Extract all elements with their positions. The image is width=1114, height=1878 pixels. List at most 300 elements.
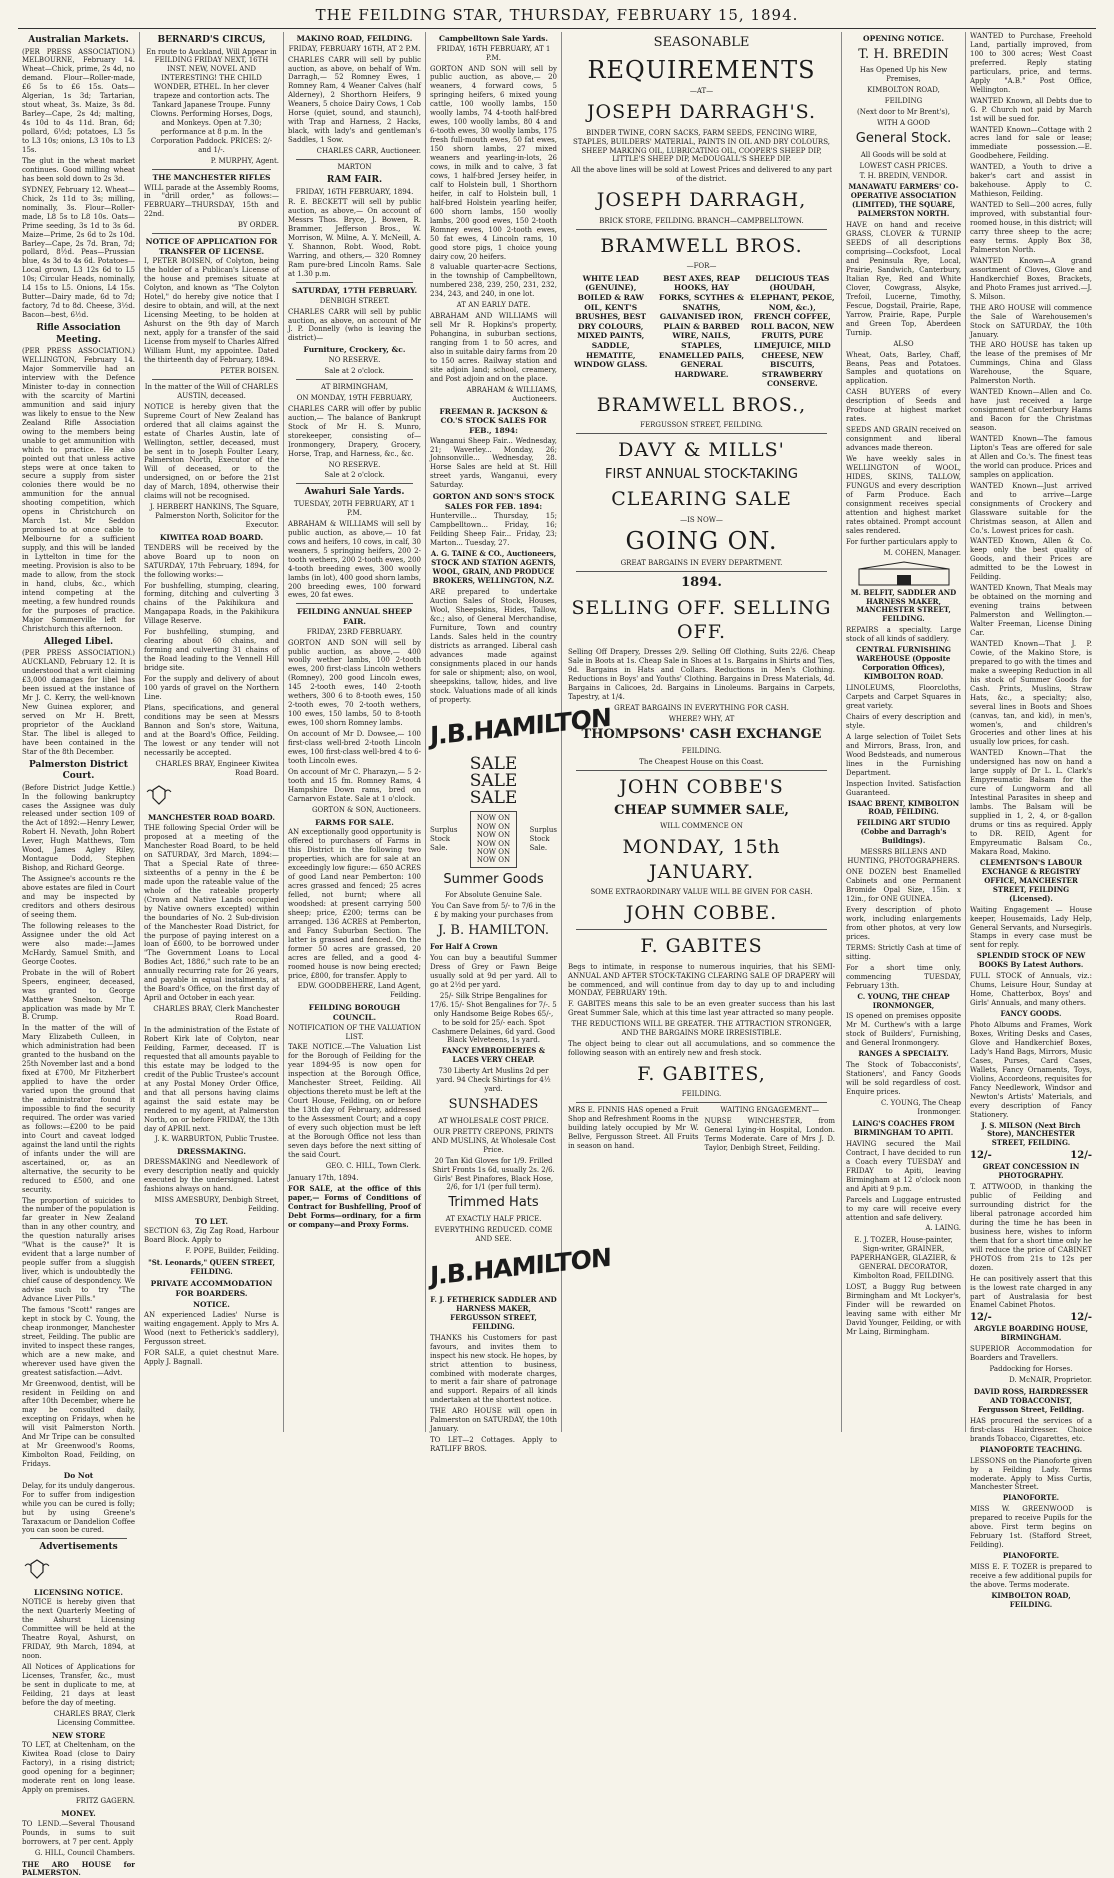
ad-heading: MANAWATU FARMERS' CO-OPERATIVE ASSOCIATION (LIMITED), THE SQUARE, PALMERSTON NORTH. xyxy=(846,183,961,219)
headline-money: MONEY. xyxy=(22,1809,135,1819)
ad-text: MISS E. F. TOZER is prepared to receive a few additional pupils for the above. Terms moderate. xyxy=(970,1563,1092,1590)
wanted-ad: THE ARO HOUSE has taken up the lease of the premises of Mr Cummings, China and Glass Warehouse, the Square, Palmerston North. xyxy=(970,341,1092,386)
column-3 xyxy=(284,32,426,1432)
headline-rifles: THE MANCHESTER RIFLES xyxy=(144,173,279,183)
ad-text: THANKS his Customers for past favours, and invites them to inspect his new stock. He hopes, by strict attention to business, combined with moderate charges, to merit a fair share of patronage and support. Repairs of all kinds undertaken at the shortest notice. xyxy=(430,1334,557,1406)
ad-text: Photo Albums and Frames, Work Boxes, Writing Desks and Cases, Glove and Handkerchief Boxes, Lady's Hand Bags, Mirrors, Music Cases, Purses, Card Cases, Wallets, Fancy Ornaments, Toys, Violins, Accordeons, requisites for Fancy Needlework, Windsor and Newton's Artists' Materials, and every description of Fancy Stationery. xyxy=(970,1021,1092,1119)
ad-text: 20 Tan Kid Gloves for 1/9. Frilled Shirt Fronts 1s 6d, usually 2s. 2/6. Girls' Best Pinafores, Black Hose, 2/6, for 1/1 (per full term). xyxy=(430,1157,557,1193)
going-on-heading: GOING ON. xyxy=(568,526,835,557)
sunshades-heading: SUNSHADES xyxy=(430,1097,557,1114)
ad-text: AT WHOLESALE COST PRICE. xyxy=(430,1117,557,1126)
column-8 xyxy=(966,32,1096,1432)
ad-text: THE following Special Order will be proposed at a meeting of the Manchester Road Board, to be held on SATURDAY, 3rd March, 1894:— That a Special Rate of three-sixteenths of a penny in the £ be made upon the rateable value of the whole of the rateable property (Crown and Native Lands occupied by Native owners excepted) within the boundaries of No. 2 Sub-division of the Manchester Road District, for the purpose of paying interest on a loan of £600, to be borrowed under "The Government Loans to Local Bodies Act, 1886," such rate to be an annually recurring rate for 26 years, and payable in equal instalments, at the Board's Office, on the first day of April and October in each year. xyxy=(144,824,279,1003)
column-5-6 xyxy=(562,32,842,1432)
divider xyxy=(296,379,413,380)
ad-text: For Absolute Genuine Sale. xyxy=(430,891,557,900)
headline-notice: NOTICE. xyxy=(144,1300,279,1310)
ad-signature: J. K. WARBURTON, Public Trustee. xyxy=(144,1135,279,1144)
ad-text: Parcels and Luggage entrusted to my care will receive every attention and safe delivery. xyxy=(846,1196,961,1223)
headline-manchester-board: MANCHESTER ROAD BOARD. xyxy=(144,813,279,823)
ad-text: For Half A Crown xyxy=(430,943,557,952)
clearing-sale-heading: CLEARING SALE xyxy=(568,487,835,511)
ad-text: Inspection Invited. Satisfaction Guaranteed. xyxy=(846,780,961,798)
ad-text: LESSONS on the Pianoforte given by a Feilding Lady. Terms moderate. Apply to Miss Curtis, Manchester Street. xyxy=(970,1457,1092,1493)
ad-signature: CHARLES BRAY, Clerk Manchester Road Board. xyxy=(144,1005,279,1023)
ad-text: NOTICE is hereby given that the next Quarterly Meeting of the Ashurst Licensing Committee will be held at the Theatre Royal, Ashurst, on FRIDAY, 9th March, 1894, at noon. xyxy=(22,1598,135,1661)
ad-text: CASH BUYERS of every description of Seeds and Produce at highest market rates. xyxy=(846,388,961,424)
ad-text: NURSE WINCHESTER, from General Lying-in Hospital, London. Terms Moderate. Care of Mrs J. D. Taylor, Denbigh Street, Feilding. xyxy=(705,1117,836,1153)
ad-text: HAS procured the services of a first-class Hairdresser. Choice brands Tobacco, Cigarettes, etc. xyxy=(970,1417,1092,1444)
headline-farms: FARMS FOR SALE. xyxy=(288,818,421,828)
wanted-ad: WANTED Known—A grand assortment of Cloves, Glove and Handkerchief Boxes, Brackets, and Photo Frames just arrived.—J. S. Milson. xyxy=(970,257,1092,302)
ad-heading: J. B. HAMILTON. xyxy=(430,923,557,940)
ad-signature: D. McNAIR, Proprietor. xyxy=(970,1376,1092,1385)
article-text: (PER PRESS ASSOCIATION.) AUCKLAND, February 12. It is understood that a writ claiming £3,000 damages for libel has been issued at the instance of Mr J. C. Kerry, the well-known New Guinea explorer, and served on Mr H. Brett, proprietor of the Auckland Star. The libel is alleged to have been contained in the Star of the 8th December. xyxy=(22,649,135,756)
ad-heading: FANCY GOODS. xyxy=(970,1010,1092,1019)
ad-text: 730 Liberty Art Muslins 2d per yard. 94 Check Shirtings for 4½ yard. xyxy=(430,1067,557,1094)
wanted-ad: WANTED Known—That the undersigned has now on hand a large supply of Dr L. L. Clark's Empyreumatic Balsam for the cure of Lungworm and all Intestinal Parasites in sheep and lambs. The Balsam will be supplied in 1, 2, 4, or 8-gallon drums or tins as required. Apply to DR. REID, Agent for Empyreumatic Balsam Co., Makara Road, Makino. xyxy=(970,749,1092,856)
ad-signature: G. HILL, Council Chambers. xyxy=(22,1849,135,1858)
sale-word: SALE xyxy=(430,756,557,773)
ad-heading: CENTRAL FURNISHING WAREHOUSE (Opposite Corporation Offices), KIMBOLTON ROAD. xyxy=(846,646,961,682)
ad-heading: E. J. TOZER, House-painter, Sign-writer, GRAINER, PAPERHANGER, GLAZIER, & GENERAL DECORATOR, Kimbolton Road, FEILDING. xyxy=(846,1236,961,1281)
divider xyxy=(296,603,413,604)
ad-text: FOR SALE, at the office of this paper,— Forms of Conditions of Contract for Bushfelling, Proof of Debt Forms—ordinary, for a firm or company—and Proxy Forms. xyxy=(288,1185,421,1230)
ad-text: TERMS: Strictly Cash at time of sitting. xyxy=(846,944,961,962)
ad-date: FRIDAY, 23RD FEBRUARY. xyxy=(288,628,421,637)
headline-transfer: NOTICE OF APPLICATION FOR TRANSFER OF LICENSE. xyxy=(144,237,279,256)
article-text: The glut in the wheat market continues. Good milling wheat has been sold down to 2s 3d. xyxy=(22,157,135,184)
ad-text: GREAT BARGAINS IN EVERY DEPARTMENT. xyxy=(568,559,835,568)
ad-text: Plans, specifications, and general conditions may be seen at Messrs Bannon and Son's store, Waituna, and at the Board's Office, Feilding. The lowest or any tender will not necessarily be accepted. xyxy=(144,704,279,758)
ad-text: BRICK STORE, FEILDING. BRANCH—CAMPBELLTOWN. xyxy=(568,217,835,226)
ad-text: In the administration of the Estate of Robert Kirk late of Colyton, near Feilding, Farmer, deceased. IT is requested that all amounts payable to this estate may be lodged to the credit of the Public Trustee's account at any Postal Money Order Office, and that all persons having claims against the said estate may be rendered to my agent, at Palmerston North, on or before FRIDAY, the 13th day of APRIL next. xyxy=(144,1026,279,1133)
ad-text: TO LET—2 Cottages. Apply to RATLIFF BROS. xyxy=(430,1436,557,1454)
article-text: (Before District Judge Kettle.) In the following bankruptcy cases the Assignee was duly released under section 109 of the Act of 1892:—Henry Lewer, Robert H. Nevath, John Robert Lever, Hugh Matthews, Tom Wood, James Agley Riley, Montague Dodd, Stephen Bishop, and Richard George. xyxy=(22,784,135,874)
ad-text: For a short time only, commencing TUESDAY, February 13th. xyxy=(846,964,961,991)
ad-signature: MISS AMESBURY, Denbigh Street, Feilding. xyxy=(144,1196,279,1214)
headline-libel: Alleged Libel. xyxy=(22,637,135,649)
ad-text: Begs to intimate, in response to numerous inquiries, that his SEMI-ANNUAL AND AFTER STOCK-TAKING CLEARING SALE OF DRAPERY will be commenced, and will continue from day to day up to and including MONDAY, FEBRUARY 19th. xyxy=(568,963,835,999)
ad-text: NO RESERVE. xyxy=(288,356,421,365)
ad-text: REPAIRS a specialty. Large stock of all kinds of saddlery. xyxy=(846,626,961,644)
coat-of-arms-icon xyxy=(144,784,174,806)
sale-word: SALE xyxy=(430,790,557,807)
hamilton-logo: J.B.HAMILTON xyxy=(430,708,557,753)
ad-text: We have weekly sales in WELLINGTON of WOOL, HIDES, SKINS, TALLOW, FUNGUS and every description of Farm Produce. Each consignment receives special attention and highest market rates obtained. Prompt account sales rendered. xyxy=(846,455,961,536)
ad-text: A large selection of Toilet Sets and Mirrors, Brass, Iron, and Wood Bedsteads, and numerous lines in the Furnishing Department. xyxy=(846,733,961,778)
ad-text: You Can Save from 5/- to 7/6 in the £ by making your purchases from xyxy=(430,902,557,920)
ad-text: THE ARO HOUSE for PALMERSTON. xyxy=(22,1861,135,1878)
ad-signature: CHARLES BRAY, Engineer Kiwitea Road Board. xyxy=(144,760,279,778)
ad-heading: FANCY EMBROIDERIES & LACES VERY CHEAP. xyxy=(430,1047,557,1065)
ad-signature: PETER BOISEN. xyxy=(144,367,279,376)
ad-text: CHARLES CARR will offer by public auction,— The balance of Bankrupt Stock of Mr H. S. Munro, storekeeper, consisting of— Ironmongery, Drapery, Grocery, Horse, Trap, and Harness, &c., &c. xyxy=(288,405,421,459)
wanted-ad: WANTED to Sell—200 acres, fully improved, with substantial four-roomed house, in this district; will carry three sheep to the acre; easy terms. Apply Box 38, Palmerston North. xyxy=(970,201,1092,255)
wanted-ad: WANTED Known—That J. P. Cowie, of the Makino Store, is prepared to go with the times and make a sweeping Reduction in all his stock of Summer Goods for Cash. Prints, Muslins, Straw Hats, &c., a specialty; also, several lines in Boots and Shoes (canvas, tan, and kid), in men's, women's, and children's Groceries and other lines at his usually low prices, for cash. xyxy=(970,640,1092,747)
wanted-ad: WANTED Known, That Meals may be obtained on the morning and evening trains between Palmerston and Wellington.—Walter Freeman, License Dining Car. xyxy=(970,584,1092,638)
masthead-rule xyxy=(18,28,1096,29)
ad-text: SOME EXTRAORDINARY VALUE WILL BE GIVEN FOR CASH. xyxy=(568,888,835,897)
bottom-ads xyxy=(568,1106,835,1155)
bramwell-mid: BEST AXES, REAP HOOKS, HAY FORKS, SCYTHES & SNATHS, GALVANISED IRON, PLAIN & BARBED WIRE, NAILS, STAPLES, ENAMELLED PAILS, GENERAL HARDWARE. xyxy=(659,274,744,389)
year-heading: 1894. xyxy=(568,575,835,592)
ad-heading: Furniture, Crockery, &c. xyxy=(288,345,421,355)
ad-text: (Next door to Mr Brent's), xyxy=(846,108,961,117)
wanted-ad: WANTED Known, all Debts due to G. P. Church not paid by March 1st will be sued for. xyxy=(970,97,1092,124)
article-text: The Assignee's accounts re the above estates are filed in Court and may be inspected by creditors and others desirous of seeing them. xyxy=(22,875,135,920)
ad-text: TO LET, at Cheltenham, on the Kiwitea Road (close to Dairy Factory), in a rising district; good opening for a beginner; moderate rent on long lease. Apply on premises. xyxy=(22,1741,135,1795)
ad-heading: A. G. TAINE & CO., Auctioneers, STOCK AND STATION AGENTS, WOOL, GRAIN, AND PRODUCE BROKERS, WELLINGTON, N.Z. xyxy=(430,550,557,586)
ad-text: I, PETER BOISEN, of Colyton, being the holder of a Publican's License of the house and premises situate at Colyton, and known as "The Colyton Hotel," do hereby give notice that I desire to obtain, and will, at the next Licensing Meeting, to be holden at Ashurst on the 9th day of March next, apply for a transfer of the said License from myself to Charles Alfred William Hunt, my appointee. Dated the thirteenth day of February, 1894. xyxy=(144,257,279,364)
ad-text: He can positively assert that this is the lowest rate charged in any part of Australasia for best Enamel Cabinet Photos. xyxy=(970,1275,1092,1311)
now-on-box xyxy=(430,811,557,867)
ad-heading: J. S. MILSON (Next Birch Store), MANCHESTER STREET, FEILDING. xyxy=(970,1122,1092,1149)
bramwell-heading: BRAMWELL BROS. xyxy=(568,234,835,258)
headline-dressmaking: DRESSMAKING. xyxy=(144,1147,279,1157)
requirements-heading: REQUIREMENTS xyxy=(568,55,835,86)
ad-heading: RANGES A SPECIALTY. xyxy=(846,1050,961,1059)
ad-text: HAVING secured the Mail Contract, I have decided to run a Coach every TUESDAY and FRIDAY to Apiti, leaving Birmingham at 12 o'clock noon and Apiti at 9 p.m. xyxy=(846,1140,961,1194)
ad-signature: P. MURPHY, Agent. xyxy=(144,157,279,166)
ad-text: LOWEST CASH PRICES. xyxy=(846,162,961,171)
headline-ram-fair: RAM FAIR. xyxy=(288,175,421,187)
ad-text: FEILDING. xyxy=(568,747,835,756)
ad-date: SATURDAY, 17TH FEBRUARY. xyxy=(288,286,421,296)
ad-text: MISS W. GREENWOOD is prepared to receive Pupils for the above. First term begins on February 1st. (Stafford Street, Feilding). xyxy=(970,1505,1092,1550)
ad-text: R. E. BECKETT will sell by public auction, as above,— On account of Messrs Thos. Bryce, J. Bowen, R. Brammer, Jefferson Bros., W. Morrison, W. Milne, A. Y. McNeill, A. Y. Shannon, Robt. Wood, Robt. Warring, and others,— 320 Romney Ram pure-bred Lincoln Rams. Sale at 1.30 p.m. xyxy=(288,198,421,279)
ad-text: —AT— xyxy=(568,87,835,96)
ad-text: On account of Mr D. Dowsee,— 100 first-class well-bred 2-tooth Lincoln ewes, 100 first-class well-bred 4 to 6-tooth Lincoln ewes. xyxy=(288,730,421,766)
column-1 xyxy=(18,32,140,1432)
ad-signature: GEO. C. HILL, Town Clerk. xyxy=(288,1162,421,1171)
ad-date: January 17th, 1894. xyxy=(288,1174,421,1183)
article-text: Delay, for its unduly dangerous. For to suffer from indigestion while you can be cured is folly; but by using Greene's Taraxacum or Dandelion Coffee you can soon be cured. xyxy=(22,1482,135,1536)
wanted-ad: WANTED Known—Allen and Co. have just received a large consignment of Canterbury Hams and Bacon for the Christmas season. xyxy=(970,388,1092,433)
ad-heading: DENBIGH STREET. xyxy=(288,297,421,306)
ad-text: Paddocking for Horses. xyxy=(970,1365,1092,1374)
ad-text: LOST, a Buggy Rug between Birmingham and Mt Lockyer's, Finder will be rewarded on leaving same with either Mr David Younger, Feilding, or with Mr Laing, Birmingham. xyxy=(846,1283,961,1337)
divider xyxy=(296,483,413,484)
headline-awahuri: Awahuri Sale Yards. xyxy=(288,487,421,499)
price-row: 12/- 12/- xyxy=(970,1312,1092,1325)
ad-text: Every description of photo work, including enlargements from other photos, at very low prices. xyxy=(846,906,961,942)
ad-text: FEILDING xyxy=(846,97,961,106)
ad-signature: EDW. GOODBEHERE, Land Agent, Feilding. xyxy=(288,982,421,1000)
article-text: The following releases to the Assignee under the old Act were also made:—James McHardy, Samuel Smith, and George Cootes. xyxy=(22,922,135,967)
ad-text: GREAT BARGAINS IN EVERYTHING FOR CASH. xyxy=(568,704,835,713)
monday-heading: MONDAY, 15th JANUARY. xyxy=(568,835,835,884)
ad-text: WHERE? WHY, AT xyxy=(568,715,835,724)
divider xyxy=(152,233,271,234)
wanted-ad: WANTED Known—Just arrived and to arrive—Large consignments of Crockery and Glassware suitable for the Christmas season, at Allen and Co.'s. Lowest prices for cash. xyxy=(970,482,1092,536)
davy-mills-heading: DAVY & MILLS' xyxy=(568,438,835,462)
ad-date: ON MONDAY, 19TH FEBRUARY, xyxy=(288,394,421,403)
article-text: SYDNEY, February 12. Wheat—Chick, 2s 11d to 3s; milling, nominally, 3s. Flour—Roller-made, L8 5s to L8 10s. Oats—Prime seeding, 3s 1d to 3s 6d. Maize—Prime, 2s 6d to 2s 10d. Barley—Cape, 2s 7d. Bran, 7d; pollard, 8½d. Peas—Prussian blue, 4s 3d to 4s 6d. Potatoes—Local grown, L3 12s 6d to L5 10s; Circular Heads, nominally, L4 15s to L5. Onions, L4 15s. Butter—Dairy made, 6d to 7d; factory, 7d to 8d. Cheese, 3½d. Bacon—best, 6½d. xyxy=(22,186,135,320)
ad-text: TAKE NOTICE.—The Valuation List for the Borough of Feilding for the year 1894-95 is now open for inspection at the Borough Office, Manchester Street, Feilding. All objections thereto must be left at the Court House, Feilding, on or before the 13th day of February, addressed to the Assessment Court; and a copy of every such objection must be left at the Borough Office not less than seven days before the next sitting of the said Court. xyxy=(288,1043,421,1159)
general-stock-heading: General Stock. xyxy=(846,131,961,148)
ad-text: Wheat, Oats, Barley, Chaff, Beans, Peas and Potatoes. Samples and quotations on application. xyxy=(846,351,961,387)
ad-heading: LAING'S COACHES FROM BIRMINGHAM TO APITI. xyxy=(846,1120,961,1138)
ad-text: Selling Off Drapery, Dresses 2/9. Selling Off Clothing, Suits 22/6. Cheap Sale in Boots at 1s. Cheap Sale in Shoes at 1s. Bargains in Shirts and Ties, 9d. Bargains in Hats and Collars. Reductions in Men's Clothing. Reductions in Boys' and Youths' Clothing. Bargains in Dress Materials, 4d. Bargains in Calicoes, 2d. Bargains in Linoleums. Bargains in Carpets, Tapestry, at 1/4. xyxy=(568,648,835,702)
bramwell-right: DELICIOUS TEAS (HOUDAH, ELEPHANT, PEKOE, NOM, &c.), FRENCH COFFEE, ROLL BACON, NEW FRUITS, PURE LIMEJUICE, MILD CHEESE, NEW BISCUITS, STRAWBERRY CONSERVE. xyxy=(750,274,835,389)
hamilton-logo: J.B.HAMILTON xyxy=(430,1247,557,1292)
ad-text: THE REDUCTIONS WILL BE GREATER. THE ATTRACTION STRONGER, AND THE BARGAINS MORE IRRESISTIBLE. xyxy=(568,1020,835,1038)
headline-court: Palmerston District Court. xyxy=(22,760,135,783)
column-4 xyxy=(426,32,562,1432)
ad-signature: FRITZ GAGERN. xyxy=(22,1797,135,1806)
ad-text: DRESSMAKING and Needlework of every description neatly and quickly executed by the undersigned. Latest fashions always on hand. xyxy=(144,1158,279,1194)
ad-heading: ARGYLE BOARDING HOUSE, BIRMINGHAM. xyxy=(970,1325,1092,1343)
ad-text: OUR PRETTY CREPONS, PRINTS AND MUSLINS, At Wholesale Cost Price. xyxy=(430,1128,557,1155)
ad-text: GORTON AND SON will sell by public auction, as above,— 20 weaners, 4 forward cows, 5 springing heifers, 6 mixed young cattle, 100 woolly lambs, 150 woolly lambs, 74 4-tooth half-bred ewes, 100 woolly lambs, 80 4 and 6-tooth ewes, 30 woolly lambs, 175 fresh full-mouth ewes, 50 fat ewes, 150 shorn lambs, 27 mixed weaners and yearling-in-lots, 26 cows, in milk and to calve, 3 fat cows, 1 half-bred Jersey heifer, in calf to Holstein bull, 1 Shorthorn heifer, in calf to Holstein bull, 1 half-bred Holstein yearling heifer, 600 shorn lambs, 150 woolly lambs, 200 good ewes, 150 2-tooth Romney ewes, 100 2-tooth ewes, 50 fat ewes, 4 Lincoln rams, 10 good store pigs, 1 choice young dairy cow, 20 heifers. xyxy=(430,65,557,262)
ad-text: The Cheapest House on this Coast. xyxy=(568,758,835,767)
ad-heading: WAITING ENGAGEMENT— xyxy=(705,1106,836,1115)
bramwell-columns xyxy=(568,274,835,389)
shop-building-icon xyxy=(849,561,959,587)
divider xyxy=(576,433,827,434)
headline-circus: BERNARD'S CIRCUS, xyxy=(144,35,279,47)
ad-heading: PIANOFORTE. xyxy=(970,1552,1092,1561)
nurse-ad xyxy=(705,1106,836,1155)
ad-text: Sale at 2 o'clock. xyxy=(288,367,421,376)
ad-heading: In the matter of the Will of CHARLES AUSTIN, deceased. xyxy=(144,383,279,401)
headline-rifle: Rifle Association Meeting. xyxy=(22,323,135,346)
ad-heading: MESSRS BILLENS AND HUNTING, PHOTOGRAPHERS. xyxy=(846,848,961,866)
ad-text: All Goods will be sold at xyxy=(846,151,961,160)
divider xyxy=(30,1538,127,1539)
ad-signature: M. COHEN, Manager. xyxy=(846,549,961,558)
cobbe-heading: JOHN COBBE. xyxy=(568,901,835,925)
ad-heading: ISAAC BRENT, KIMBOLTON ROAD, FEILDING. xyxy=(846,800,961,818)
article-text: Probate in the will of Robert Speers, engineer, deceased, was granted to George Matthew Snelson. The application was made by Mr T. B. Crump. xyxy=(22,969,135,1023)
bramwell-left: WHITE LEAD (GENUINE), BOILED & RAW OIL, KENT'S BRUSHES, BEST DRY COLOURS, MIXED PAINTS, SADDLE, HEMATITE, WINDOW GLASS. xyxy=(568,274,653,389)
ad-text: All Notices of Applications for Licenses, Transfer, &c., must be sent in duplicate to me, at Feilding, 21 days at least before the day of meeting. xyxy=(22,1663,135,1708)
ad-date: FRIDAY, FEBRUARY 16TH, AT 2 P.M. xyxy=(288,45,421,54)
ad-text: For further particulars apply to xyxy=(846,538,961,547)
ad-signature: J. HERBERT HANKINS, The Square, Palmerston North, Solicitor for the Executor. xyxy=(144,503,279,530)
ad-date: TUESDAY, 20TH FEBRUARY, AT 1 P.M. xyxy=(288,500,421,518)
ad-signature: T. H. BREDIN, VENDOR. xyxy=(846,172,961,181)
ad-heading: CLEMENTSON'S LABOUR EXCHANGE & REGISTRY OFFICE, MANCHESTER STREET, FEILDING (Licensed). xyxy=(970,859,1092,904)
headline-licensing: LICENSING NOTICE. xyxy=(22,1588,135,1598)
ad-text: FEILDING. xyxy=(568,1090,835,1099)
headline-private: PRIVATE ACCOMMODATION FOR BOARDERS. xyxy=(144,1279,279,1298)
ad-signature: A. LAING. xyxy=(846,1224,961,1233)
ad-date: FRIDAY, 16TH FEBRUARY, 1894. xyxy=(288,188,421,197)
headline-kiwitea: KIWITEA ROAD BOARD. xyxy=(144,533,279,543)
ad-text: En route to Auckland, Will Appear in FEILDING FRIDAY NEXT, 16TH INST. NEW, NOVEL AND INTERESTING! THE CHILD WONDER, ETHEL. In her clever trapeze and contortion acts. The Tankard Japanese Troupe. Funny Clowns. Performing Horses, Dogs, and Monkeys. Open at 7.30; performance at 8 p.m. In the Corporation Paddock. PRICES: 2/- and 1/-. xyxy=(144,48,279,155)
summer-sale-heading: CHEAP SUMMER SALE, xyxy=(568,803,835,820)
cobbe-heading: JOHN COBBE'S xyxy=(568,775,835,799)
ad-heading: KIMBOLTON ROAD, FEILDING. xyxy=(970,1592,1092,1610)
ad-text: FULL STOCK of Annuals, viz.: Chums, Leisure Hour, Sunday at Home, Chatterbox, Boys' and Girls' Annuals, and many others. xyxy=(970,972,1092,1008)
ad-heading: MARTON xyxy=(288,163,421,172)
headline-to-let: TO LET. xyxy=(144,1217,279,1227)
coat-of-arms-icon xyxy=(22,1558,52,1580)
headline-do-not: Do Not xyxy=(22,1471,135,1481)
wanted-ad: WANTED Known—Cottage with 2 acres land for sale or lease; immediate possession.—E. Goodbehere, Feilding. xyxy=(970,126,1092,162)
column-2 xyxy=(140,32,284,1432)
ad-text: GORTON AND SON will sell by public auction, as above,— 400 woolly wether lambs, 100 2-tooth ewes, 200 first-class Lincoln wethers (Romney), 200 good Lincoln ewes, 145 2-tooth ewes, 140 2-tooth wethers, 300 6 to 8-tooth ewes, 150 2-tooth ewes, 70 2-tooth wethers, 100 ewes, 150 lambs, 50 to 8-tooth ewes, 100 shorn Romney lambs. xyxy=(288,639,421,729)
ad-date: FRIDAY, 16TH FEBRUARY, AT 1 P.M. xyxy=(430,45,557,63)
ad-text: FERGUSSON STREET, FEILDING. xyxy=(568,421,835,430)
ad-signature: BY ORDER. xyxy=(144,221,279,230)
divider xyxy=(152,379,271,380)
ad-text: 8 valuable quarter-acre Sections, in the township of Campbelltown, numbered 238, 239, 250, 231, 232, 234, 243, and 240, in one lot. xyxy=(430,263,557,299)
article-text: Mr Greenwood, dentist, will be resident in Feilding on and after 10th December, where he may be consulted daily, excepting on Fridays, when he will visit Palmerston North. And Mr Tripe can be consulted at Mr Greenwood's Rooms, Kimbolton Road, Feilding, on Fridays. xyxy=(22,1380,135,1470)
ad-text: SECTION 63, Zig Zag Road, Harbour Board Block. Apply to xyxy=(144,1227,279,1245)
article-text: In the matter of the will of Mary Elizabeth Culleen, in which administration had been granted to the husband on the 25th November last and a bond fixed at £700, Mr Fitzherbert applied to have the order varied upon the ground that the administrator found it impossible to find the security required. The order was varied as follows:—£200 to be paid into Court and caveat lodged against the land until the rights of infants under the will are ascertained, or, as an alternative, the security to be reduced to £500, and one security. xyxy=(22,1024,135,1194)
ad-heading: F. J. FETHERICK SADDLER AND HARNESS MAKER, FERGUSSON STREET, FEILDING. xyxy=(430,1296,557,1332)
ad-text: HAVE on hand and receive GRASS, CLOVER & TURNIP SEEDS of all descriptions comprising—Cocksfoot, Local and Peninsula Rye, Local, Prairie, Sandwich, Canterbury, Italian Rye, Red and White Clover, Cowgrass, Alsyke, Trefoil, Lucerne, Timothy, Fescue, Dogstail, Prairie, Rape, Yarrow, Prairie, Rape, Purple and Green Top, Aberdeen Turnip. xyxy=(846,221,961,337)
ad-text: Waiting Engagement — House keeper, Housemaids, Lady Help, General Servants, and Nursegirls. Stamps in every case must be sent for reply. xyxy=(970,906,1092,951)
sale-word: SALE xyxy=(430,773,557,790)
ad-text: 25/- Silk Stripe Bengalines for 17/6. 15/- Shot Bengalines for 7/-. 5 only Handsome Beige Robes 65/-, to be sold for 25/- each. Spot Cashmere Delaines, 6d yard. Good Black Velveteens, 1s yard. xyxy=(430,992,557,1046)
bredin-heading: T. H. BREDIN xyxy=(846,47,961,64)
ad-text: AN experienced Ladies' Nurse is waiting engagement. Apply to Mrs A. Wood (next to Fetherick's saddlery), Fergusson street. xyxy=(144,1311,279,1347)
ad-text: Wanganui Sheep Fair... Wednesday, 21; Waverley... Monday, 26; Johnsonville... Wednesday, 28. Horse Sales are held at St. Hill street yards, Wanganui, every Saturday. xyxy=(430,437,557,491)
divider xyxy=(296,282,413,283)
ad-text: You can buy a beautiful Summer Dress of Grey or Fawn Beige usually sold at 9d per yard. All to go at 2½d per yard. xyxy=(430,954,557,990)
ad-heading: M. BELFIT, SADDLER AND HARNESS MAKER, MANCHESTER STREET, FEILDING. xyxy=(846,589,961,625)
ad-text: NO RESERVE. xyxy=(288,461,421,470)
now-on-right: Surplus Stock Sale. xyxy=(530,826,557,853)
ad-text: ONE DOZEN best Enamelled Cabinets and one Permanent Bromide Opal Size, 15in. x 12in., for ONE GUINEA. xyxy=(846,868,961,904)
price-row: 12/- 12/- xyxy=(970,1150,1092,1163)
ad-text: On account of Mr C. Pharazyn,— 5 2-tooth and 15 fm. Romney Rams, 4 Hampshire Down rams, bred on Carnarvon Estate. Sale at 1 o'clock. xyxy=(288,768,421,804)
ad-text: For the supply and delivery of about 100 yards of gravel on the Northern Line. xyxy=(144,675,279,702)
ad-heading: AT AN EARLY DATE. xyxy=(430,301,557,310)
headline-opening: OPENING NOTICE. xyxy=(846,34,961,44)
selling-off-heading: SELLING OFF. SELLING OFF. xyxy=(568,596,835,645)
ad-text: ALSO xyxy=(846,340,961,349)
ad-text: ABRAHAM & WILLIAMS will sell by public auction, as above,— 10 fat cows and heifers, 10 cows, in calf, 30 weaners, 5 springing heifers, 200 2-tooth wethers, 200 2-tooth ewes, 200 4-tooth breeding ewes, 300 woolly lambs (in lot), 400 good shorn lambs, 200 breeding ewes, 100 forward ewes, 20 fat ewes. xyxy=(288,520,421,601)
wanted-ad: THE ARO HOUSE will commence the Sale of Warehousemen's Stock on SATURDAY, the 10th January. xyxy=(970,304,1092,340)
gabites-heading: F. GABITES, xyxy=(568,1062,835,1086)
now-on-left: Surplus Stock Sale. xyxy=(430,826,457,853)
ad-text: AT EXACTLY HALF PRICE. xyxy=(430,1215,557,1224)
ad-signature: CHARLES CARR, Auctioneer. xyxy=(288,147,421,156)
stock-taking-heading: FIRST ANNUAL STOCK-TAKING xyxy=(568,467,835,484)
ad-text: CHARLES CARR will sell by public auction, as above, on account of Mr J. P. Donnelly (who is leaving the district)— xyxy=(288,308,421,344)
article-text: The famous "Scott" ranges are kept in stock by C. Young, the cheap ironmonger, Manchester street, Feilding. The public are invited to inspect these ranges, which are a new make, and wherever used have given the greatest satisfaction.—Advt. xyxy=(22,1306,135,1378)
ad-heading: MAKINO ROAD, FEILDING. xyxy=(288,34,421,44)
column-7 xyxy=(842,32,966,1432)
ad-heading: PIANOFORTE TEACHING. xyxy=(970,1446,1092,1455)
ad-text: Has Opened Up his New Premises, xyxy=(846,66,961,84)
ad-signature: C. YOUNG, The Cheap Ironmonger. xyxy=(846,1099,961,1117)
article-text: (PER PRESS ASSOCIATION.) MELBOURNE, February 14. Wheat—Chick, prime, 2s 4d, no demand. Flour—Roller-made, £6 5s to £6 15s. Oats—Algerian, 1s 3d; Tartarian, stout wheat, 3s. Maize, 3s 8d. Barley—Cape, 2s 4d; malting, 4s 10d to 4s 11d. Bran, 6d; pollard, 6½d; potatoes, L3 5s to L3 10s; onions, L3 10s to L3 15s. xyxy=(22,48,135,155)
ad-text: Sale at 2 o'clock. xyxy=(288,471,421,480)
ad-text: The object being to clear out all accumulations, and so commence the following season with an entirely new and fresh stock. xyxy=(568,1040,835,1058)
divider xyxy=(576,571,827,572)
gabites-heading: F. GABITES xyxy=(568,934,835,958)
trimmed-hats-heading: Trimmed Hats xyxy=(430,1195,557,1212)
ad-text: SEEDS AND GRAIN received on consignment and liberal advances made thereon. xyxy=(846,426,961,453)
ad-signature: ABRAHAM & WILLIAMS, Auctioneers. xyxy=(430,386,557,404)
thompsons-heading: THOMPSONS' CASH EXCHANGE xyxy=(568,727,835,744)
ad-heading: FEILDING ART STUDIO (Cobbe and Darragh's Buildings). xyxy=(846,819,961,846)
ad-text: IS opened on premises opposite Mr M. Curthew's with a large stock of Builders', Furnishing, and General Ironmongery. xyxy=(846,1012,961,1048)
ad-text: TO LEND.—Several Thousand Pounds, in sums to suit borrowers, at 7 per cent. Apply xyxy=(22,1820,135,1847)
divider xyxy=(576,929,827,930)
ad-text: Hunterville... Thursday, 15; Campbelltown... Friday, 16; Feilding Sheep Fair... Friday, 23; Marton... Tuesday, 27. xyxy=(430,512,557,548)
ad-text: BINDER TWINE, CORN SACKS, FARM SEEDS, FENCING WIRE, STAPLES, BUILDERS' MATERIAL, PAINTS IN OIL AND DRY COLOURS, SHEEP MARKING OIL, LUBRICATING OIL, COOPER'S SHEEP DIP, LITTLE'S SHEEP DIP, McDOUGALL'S SHEEP DIP. xyxy=(568,129,835,165)
headline-council: FEILDING BOROUGH COUNCIL. xyxy=(288,1003,421,1022)
ad-text: F. GABITES means this sale to be an even greater success than his last Great Summer Sale, which at this time last year attracted so many people. xyxy=(568,1000,835,1018)
ad-text: T. ATTWOOD, in thanking the public of Feilding and surrounding district for the liberal patronage accorded him during the time he has been in business here, wishes to inform them that for a short time only he will reduce the price of CABINET PHOTOS from 21s to 12s per dozen. xyxy=(970,1183,1092,1273)
ad-text: MRS E. FINNIS HAS opened a Fruit Shop and Refreshment Rooms in the building lately occupied by Mr W. Bellve, Fergusson Street. All Fruits in season on hand. xyxy=(568,1106,699,1153)
headline-new-store: NEW STORE xyxy=(22,1731,135,1741)
ad-heading: AT BIRMINGHAM, xyxy=(288,383,421,392)
divider xyxy=(152,169,271,170)
wanted-ad: WANTED Known, Allen & Co. keep only the best quality of Goods, and their Prices are admitted to be the Lowest in Feilding. xyxy=(970,537,1092,582)
summer-goods-heading: Summer Goods xyxy=(430,872,557,889)
ad-text: FOR SALE, a quiet chestnut Mare. Apply J. Bagnall. xyxy=(144,1349,279,1367)
ad-text: SUPERIOR Accommodation for Boarders and Travellers. xyxy=(970,1345,1092,1363)
ad-heading: NOTIFICATION OF THE VALUATION LIST. xyxy=(288,1024,421,1042)
ad-text: ABRAHAM AND WILLIAMS will sell Mr R. Hopkins's property, Pohangina, in suburban sections, ranging from 1 to 50 acres, and also in suitable dairy farms from 20 to 150 acres. Railway station and site adjoin land; school, creamery, and Post adjoin and on the place. xyxy=(430,312,557,384)
darragh-heading: JOSEPH DARRAGH, xyxy=(568,188,835,212)
divider xyxy=(576,229,827,230)
ad-signature: F. POPE, Builder, Feilding. xyxy=(144,1247,279,1256)
ad-text: TENDERS will be received by the above Board up to noon on SATURDAY, 17th February, 1894, for the following works:— xyxy=(144,544,279,580)
ad-heading: GORTON AND SON'S STOCK SALES FOR FEB. 1894: xyxy=(430,492,557,511)
headline-markets: Australian Markets. xyxy=(22,35,135,47)
ad-heading: PIANOFORTE. xyxy=(970,1494,1092,1503)
ad-text: The Stock of Tobacconists', Stationers', and Fancy Goods will be sold regardless of cost. Enquire prices. xyxy=(846,1061,961,1097)
ad-text: For bushfelling, stumping, clearing, forming, ditching and culverting 3 chains of the Pakihikura and Mangapapa Roads, in the Pakihikura Village Reserve. xyxy=(144,582,279,627)
masthead: THE FEILDING STAR, THURSDAY, FEBRUARY 15, 1894. xyxy=(0,6,1114,26)
bramwell-heading: BRAMWELL BROS., xyxy=(568,393,835,417)
darragh-heading: JOSEPH DARRAGH'S. xyxy=(568,100,835,124)
headline-sheep-fair: FEILDING ANNUAL SHEEP FAIR. xyxy=(288,607,421,626)
wanted-ad: WANTED Known—The famous Lipton's Teas are offered for sale at Allen and Co.'s. The finest teas the world can produce. Prices and samples on application. xyxy=(970,435,1092,480)
ad-text: —FOR— xyxy=(568,262,835,271)
ad-signature: CHARLES BRAY, Clerk Licensing Committee. xyxy=(22,1710,135,1728)
ad-heading: GREAT CONCESSION IN PHOTOGRAPHY. xyxy=(970,1163,1092,1181)
ad-text: All the above lines will be sold at Lowest Prices and delivered to any part of the district. xyxy=(568,166,835,184)
headline-advertisements: Advertisements xyxy=(22,1542,135,1554)
ad-text: Chairs of every description and style. xyxy=(846,713,961,731)
divider xyxy=(576,1102,827,1103)
ad-text: LINOLEUMS, Floorcloths, Carpets and Carpet Squares in great variety. xyxy=(846,684,961,711)
ad-heading: FREEMAN R. JACKSON & CO.'S STOCK SALES FOR FEB., 1894: xyxy=(430,407,557,436)
article-text: The proportion of suicides to the number of the population is far greater in New Zealand than in any other country, and the question naturally arises "What is the cause?" It is evident that a large number of people suffer from a sluggish liver, which is undoubtedly the chief cause of despondency. We advise such to try "The Advance Liver Pills." xyxy=(22,1197,135,1304)
article-text: (PER PRESS ASSOCIATION.) WELLINGTON, February 14. Major Sommerville had an interview with the Defence Minister to-day in connection with the scarcity of Martini ammunition and said injury was likely to ensue to the New Zealand Rifle Association owing to the members being unable to get ammunition with which to practice. He also pointed out that unless active steps were at once taken to secure a supply from sister colonies there would be no ammunition for the annual shooting competition, which opens in Christchurch on March 1st. Mr Seddon promised to at once cable to Melbourne for a sufficient supply, and this will be landed in Lyttelton in time for the meeting. Provision is also to be made to allow, from the stock in hand, clubs, &c., which intend competing at the meeting, a few hundred rounds for the purposes of practice. Major Sommerville left for Christchurch this afternoon. xyxy=(22,347,135,634)
now-on-stack: NOW ON NOW ON NOW ON NOW ON NOW ON NOW ON xyxy=(470,811,517,867)
ad-text: —IS NOW— xyxy=(568,516,835,525)
headline-campbelltown: Campbelltown Sale Yards. xyxy=(430,34,557,44)
ad-heading: "St. Leonards," QUEEN STREET, FEILDING. xyxy=(144,1259,279,1277)
ad-text: KIMBOLTON ROAD, xyxy=(846,86,961,95)
ad-text: CHARLES CARR will sell by public auction, as above, on behalf of Wm. Darragh,— 52 Romney Ewes, 1 Romney Ram, 4 Weaner Calves (half Alderney), 2 Shorthorn Heifers, 9 Weaners, 5 choice Dairy Cows, 1 Cob Horse (quiet, sound, and staunch), with Trap and Harness, 2 Hacks, black, with lady's and gentleman's Saddles, 1 Sow. xyxy=(288,56,421,146)
ad-text: THE ARO HOUSE will open in Palmerston on SATURDAY, the 10th January. xyxy=(430,1407,557,1434)
divider xyxy=(576,770,827,771)
ad-text: WILL parade at the Assembly Rooms, in "drill order," as follows:— FEBRUARY—THURSDAY, 15th and 22nd. xyxy=(144,184,279,220)
wanted-ad: WANTED to Purchase, Freehold Land, partially improved, from 100 to 300 acres; West Coast preferred. Reply stating particulars, price, and terms. Apply "A.B." Post Office, Wellington. xyxy=(970,32,1092,95)
ad-text: ARE prepared to undertake Auction Sales of Stock, Houses, Wool, Sheepskins, Hides, Tallow, &c.; also, of General Merchandise, Furniture, Town and country Lands. Sales held in the country districts as arranged. Liberal cash advances made against consignments placed in our hands for sale or shipment; also, on wool, sheepskins, tallow, hides, and live stock. Valuations made of all kinds of property. xyxy=(430,588,557,704)
ad-text: NOTICE is hereby given that the Supreme Court of New Zealand has ordered that all claims against the estate of Charles Austin, late of Wellington, settler, deceased, must be sent in to Joseph Foulter Leary, Palmerston North, Executor of the Will of deceased, or to the undersigned, on or before the 21st day of March, 1894, otherwise their claims will not be recognised. xyxy=(144,403,279,501)
wanted-ad: WANTED, a Youth to drive a baker's cart and assist in bakehouse. Apply to C. Mathieson, Feilding. xyxy=(970,163,1092,199)
ad-heading: DAVID ROSS, HAIRDRESSER AND TOBACCONIST, Fergusson Street, Feilding. xyxy=(970,1388,1092,1415)
ad-text: EVERYTHING REDUCED. COME AND SEE. xyxy=(430,1226,557,1244)
ad-heading: C. YOUNG, THE CHEAP IRONMONGER, xyxy=(846,993,961,1011)
seasonable-heading: SEASONABLE xyxy=(568,35,835,52)
divider xyxy=(296,159,413,160)
ad-text: WILL COMMENCE ON xyxy=(568,822,835,831)
